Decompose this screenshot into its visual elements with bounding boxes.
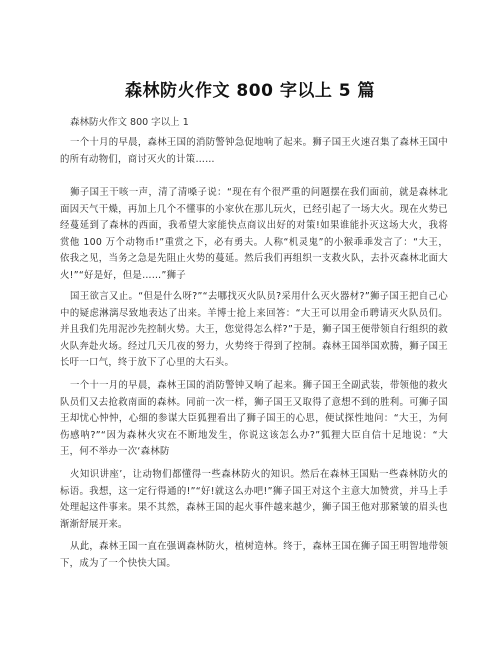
document-subtitle: 森林防火作文 800 字以上 1: [70, 117, 189, 128]
paragraph: 火知识讲座’，让动物们都懂得一些森林防火的知识。然后在森林王国贴一些森林防火的标语。我想，这一定行得通的!”“好!就这么办吧!”狮子国王对这个主意大加赞赏，并马上手处理起这件事来。果不其然，森林王国的起火事件越来越少，狮子国王他对那紧皱的眉头也渐渐舒展开来。: [60, 469, 448, 530]
paragraph: 从此，森林王国一直在强调森林防火，植树造林。终于，森林王国在狮子国王明智地带领下，成为了一个快快大国。: [60, 541, 448, 569]
paragraph: 一个十一月的早晨，森林王国的消防警钟又响了起来。狮子国王全副武装，带领他的救火队员们又去抢救南面的森林。同前一次一样，狮子国王又取得了意想不到的胜利。可狮子国王却忧心忡忡，心细的参谋大臣狐狸看出了狮子国王的心思，便试探性地问：“大王，为何伤感呐?”“因为森林火灾在不断地发生，你说这该怎么办?”狐狸大臣自信十足地说：“大王，何不举办一次‘森林防: [60, 380, 448, 458]
paragraph: 一个十月的早晨，森林王国的消防警钟急促地响了起来。狮子国王火速召集了森林王国中的所有动物们，商讨灭火的计策……: [60, 137, 448, 165]
paragraph: 狮子国王干咳一声，清了清嗓子说：“现在有个很严重的问题摆在我们面前，就是森林北面因天气干燥，再加上几个不懂事的小家伙在那儿玩火，已经引起了一场大火。现在火势已经蔓延到了森林的西面，我希望大家能快点商议出好的对策!如果谁能扑灭这场大火，我将赏他 100 万个动物币!”重赏之下，必有勇夫。人称“机灵鬼”的小猴乖乖发言了：“大王，依我之见，当务之急是先阻止火势的蔓延。然后我们再组织一支救火队，去扑灭森林北面大火!”“好是好，但是……”狮子: [60, 187, 448, 281]
paragraph: 国王欲言又止。“但是什么呀?”“去哪找灭火队员?采用什么灭火器材?”狮子国王把自己心中的疑虑淋漓尽致地表达了出来。羊博士抢上来回答：“大王可以用金币聘请灭火队员们。并且我们先用泥沙先控制火势。大王，您觉得怎么样?”于是，狮子国王便带领自行组织的救火队奔赴火场。经过几天几夜的努力，火势终于得到了控制。森林王国举国欢腾，狮子国王长吁一口气，终于放下了心里的大石头。: [60, 291, 448, 369]
document-title: 森林防火作文 800 字以上 5 篇: [125, 81, 375, 101]
